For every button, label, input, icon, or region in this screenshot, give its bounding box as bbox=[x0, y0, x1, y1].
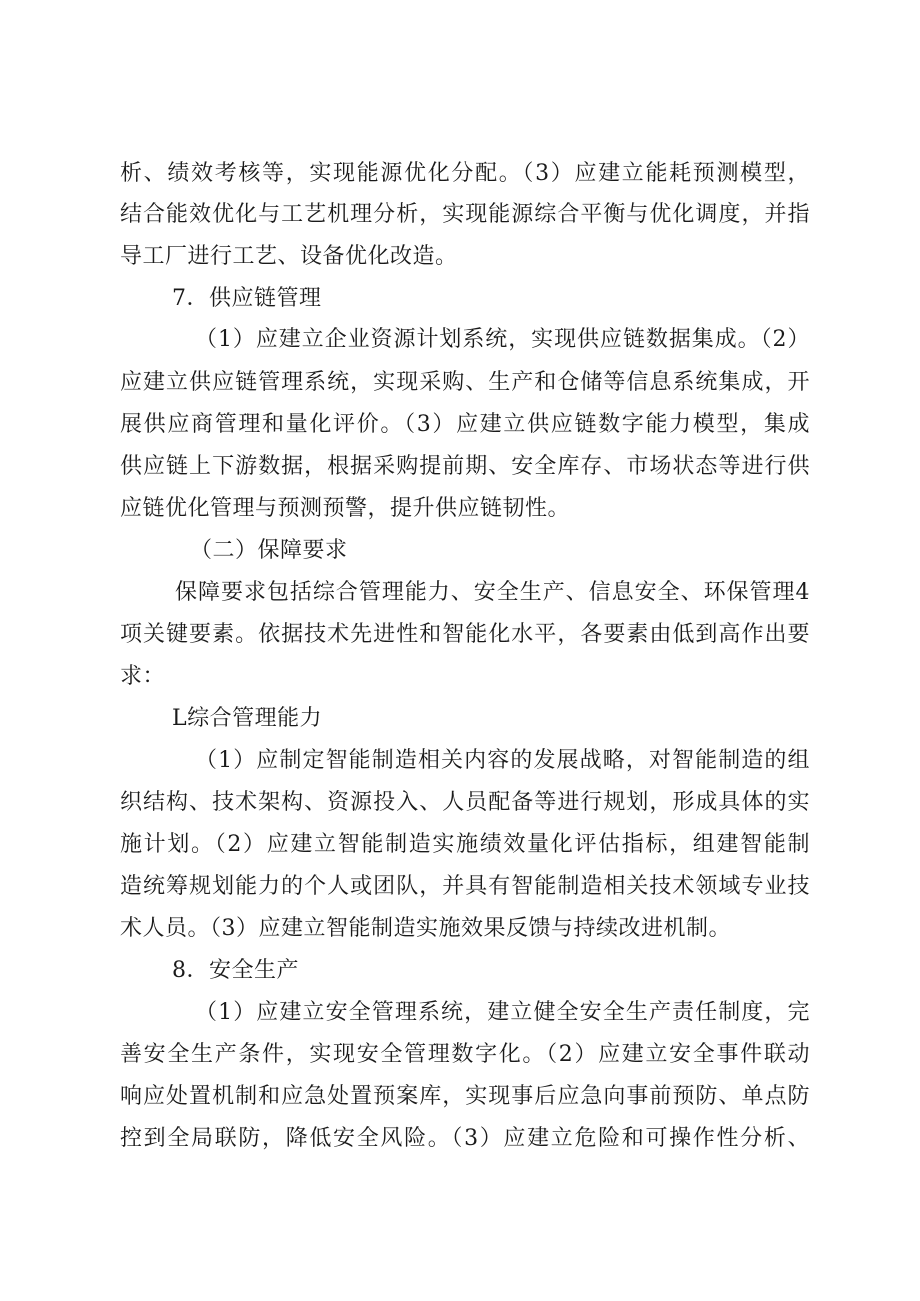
paragraph-line: （1）应制定智能制造相关内容的发展战略，对智能制造的组 bbox=[195, 748, 810, 773]
paragraph-line: 控到全局联防，降低安全风险。（3）应建立危险和可操作性分析、 bbox=[120, 1126, 810, 1151]
paragraph-line: 求： bbox=[120, 664, 166, 689]
paragraph-line: 造统筹规划能力的个人或团队，并具有智能制造相关技术领域专业技 bbox=[120, 874, 810, 899]
section-heading-guarantee: （二）保障要求 bbox=[190, 538, 348, 563]
paragraph-line: 施计划。（2）应建立智能制造实施绩效量化评估指标，组建智能制 bbox=[120, 832, 810, 857]
paragraph-line: 应建立供应链管理系统，实现采购、生产和仓储等信息系统集成，开 bbox=[120, 370, 810, 395]
paragraph-line: 项关键要素。依据技术先进性和智能化水平，各要素由低到高作出要 bbox=[120, 622, 810, 647]
paragraph-line: 结合能效优化与工艺机理分析，实现能源综合平衡与优化调度，并指 bbox=[120, 202, 810, 227]
paragraph-line: 保障要求包括综合管理能力、安全生产、信息安全、环保管理4 bbox=[175, 580, 810, 605]
paragraph-line: （1）应建立企业资源计划系统，实现供应链数据集成。（2） bbox=[195, 327, 810, 352]
paragraph-line: （1）应建立安全管理系统，建立健全安全生产责任制度，完 bbox=[195, 1000, 810, 1025]
section-heading-supply-chain: 7．供应链管理 bbox=[172, 286, 322, 311]
paragraph-line: 供应链上下游数据，根据采购提前期、安全库存、市场状态等进行供 bbox=[120, 454, 810, 479]
paragraph-line: 展供应商管理和量化评价。（3）应建立供应链数字能力模型，集成 bbox=[120, 412, 810, 437]
paragraph-line: 响应处置机制和应急处置预案库，实现事后应急向事前预防、单点防 bbox=[120, 1084, 810, 1109]
section-heading-safety: 8．安全生产 bbox=[172, 958, 299, 983]
paragraph-line: 导工厂进行工艺、设备优化改造。 bbox=[120, 244, 458, 269]
paragraph-line: 善安全生产条件，实现安全管理数字化。（2）应建立安全事件联动 bbox=[120, 1042, 810, 1067]
paragraph-line: 析、绩效考核等，实现能源优化分配。（3）应建立能耗预测模型， bbox=[120, 161, 810, 186]
paragraph-line: 应链优化管理与预测预警，提升供应链韧性。 bbox=[120, 496, 571, 521]
paragraph-line: 术人员。（3）应建立智能制造实施效果反馈与持续改进机制。 bbox=[120, 916, 731, 941]
section-heading-management: L综合管理能力 bbox=[172, 706, 323, 731]
paragraph-line: 织结构、技术架构、资源投入、人员配备等进行规划，形成具体的实 bbox=[120, 790, 810, 815]
